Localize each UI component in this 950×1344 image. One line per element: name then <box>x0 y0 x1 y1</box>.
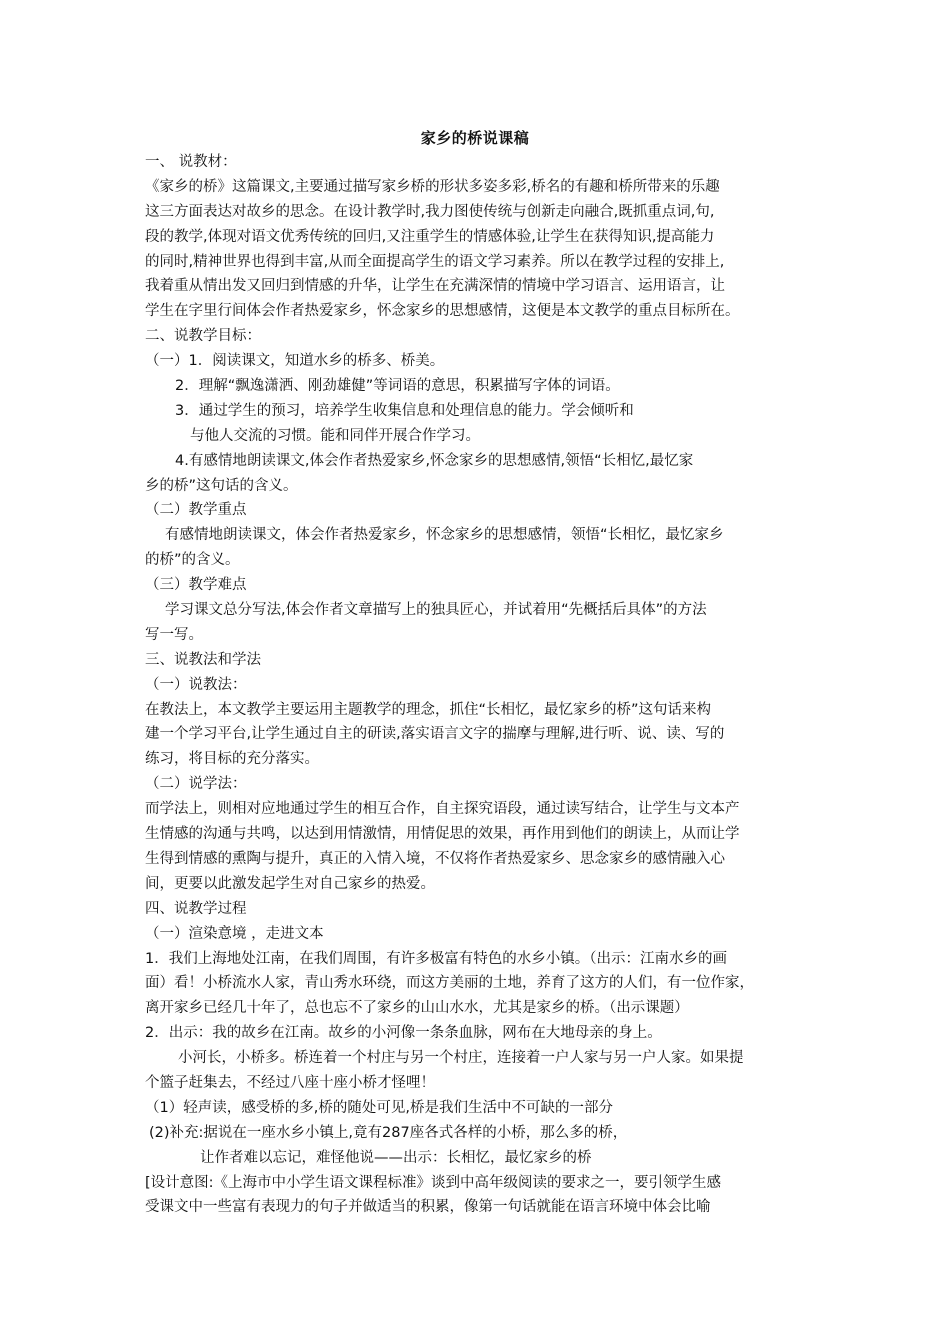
text-line: （三）教学难点 <box>145 577 247 594</box>
text-line: 生得到情感的熏陶与提升，真正的入情入境，不仅将作者热爱家乡、思念家乡的感情融入心 <box>145 850 725 867</box>
text-line: 离开家乡已经几十年了，总也忘不了家乡的山山水水，尤其是家乡的桥。（出示课题） <box>145 1000 689 1017</box>
text-line: 2．理解“飘逸潇洒、刚劲雄健”等词语的意思，积累描写字体的词语。 <box>175 378 620 395</box>
text-line: 与他人交流的习惯。能和同伴开展合作学习。 <box>190 427 480 444</box>
text-line: 建一个学习平台,让学生通过自主的研读,落实语言文字的揣摩与理解,进行听、说、读、写的 <box>145 726 725 743</box>
text-line: （1）轻声读，感受桥的多,桥的随处可见,桥是我们生活中不可缺的一部分 <box>145 1099 613 1116</box>
text-line: 面）看！小桥流水人家，青山秀水环绕，而这方美丽的土地，养育了这方的人们，有一位作家， <box>145 975 754 992</box>
text-line: 小河长，小桥多。桥连着一个村庄与另一个村庄，连接着一户人家与另一户人家。如果提 <box>178 1050 744 1067</box>
text-line: 受课文中一些富有表现力的句子并做适当的积累，像第一句话就能在语言环境中体会比喻 <box>145 1199 711 1216</box>
text-line: (2)补充:据说在一座水乡小镇上,竟有287座各式各样的小桥，那么多的桥， <box>149 1124 628 1141</box>
text-line: 4.有感情地朗读课文,体会作者热爱家乡,怀念家乡的思想感情,领悟“长相忆,最忆家 <box>175 452 694 469</box>
text-line: 写一写。 <box>145 626 203 643</box>
text-line: 乡的桥”这句话的含义。 <box>145 477 298 494</box>
text-line: 2．出示：我的故乡在江南。故乡的小河像一条条血脉，网布在大地母亲的身上。 <box>145 1025 662 1042</box>
text-line: 练习，将目标的充分落实。 <box>145 751 319 768</box>
text-line: 个篮子赶集去，不经过八座十座小桥才怪哩！ <box>145 1074 435 1091</box>
text-line: 这三方面表达对故乡的思念。在设计教学时,我力图使传统与创新走向融合,既抓重点词,句, <box>145 203 715 220</box>
text-line: [设计意图:《上海市中小学生语文课程标准》谈到中高年级阅读的要求之一，要引领学生感 <box>145 1174 722 1191</box>
text-line: 间，更要以此激发起学生对自己家乡的热爱。 <box>145 875 435 892</box>
text-line: 在教法上，本文教学主要运用主题教学的理念，抓住“长相忆，最忆家乡的桥”这句话来构 <box>145 701 712 718</box>
text-line: 《家乡的桥》这篇课文,主要通过描写家乡桥的形状多姿多彩,桥名的有趣和桥所带来的乐趣 <box>145 178 720 195</box>
text-line: 学生在字里行间体会作者热爱家乡，怀念家乡的思想感情，这便是本文教学的重点目标所在。 <box>145 303 740 320</box>
text-line: 而学法上，则相对应地通过学生的相互合作，自主探究语段，通过读写结合，让学生与文本产 <box>145 801 740 818</box>
text-line: （一）1．阅读课文，知道水乡的桥多、桥美。 <box>145 353 445 370</box>
text-line: 一、 说教材： <box>145 154 237 170</box>
text-line: 3．通过学生的预习，培养学生收集信息和处理信息的能力。学会倾听和 <box>175 402 634 419</box>
text-line: 四、说教学过程 <box>145 900 247 917</box>
text-line: 我着重从情出发又回归到情感的升华，让学生在充满深情的情境中学习语言、运用语言，让 <box>145 278 725 295</box>
text-line: 二、说教学目标： <box>145 328 261 345</box>
text-line: 的同时,精神世界也得到丰富,从而全面提高学生的语文学习素养。所以在教学过程的安排上, <box>145 253 725 270</box>
text-line: 让作者难以忘记，难怪他说——出示：长相忆，最忆家乡的桥 <box>200 1149 592 1166</box>
text-line: 段的教学,体现对语文优秀传统的回归,又注重学生的情感体验,让学生在获得知识,提高能力 <box>145 228 715 245</box>
text-line: （二）教学重点 <box>145 502 247 519</box>
text-line: 有感情地朗读课文，体会作者热爱家乡，怀念家乡的思想感情，领悟“长相忆，最忆家乡 <box>165 527 724 544</box>
text-line: 三、说教法和学法 <box>145 651 261 668</box>
text-line: （一）说教法： <box>145 676 247 693</box>
text-line: 学习课文总分写法,体会作者文章描写上的独具匠心，并试着用“先概括后具体”的方法 <box>165 602 707 619</box>
text-line: 生情感的沟通与共鸣，以达到用情激情，用情促思的效果，再作用到他们的朗读上，从而让学 <box>145 826 740 843</box>
text-line: （二）说学法： <box>145 776 247 793</box>
text-line: （一）渲染意境 ，走进文本 <box>145 925 324 942</box>
text-line: 的桥”的含义。 <box>145 552 240 569</box>
text-line: 1．我们上海地处江南，在我们周围，有许多极富有特色的水乡小镇。（出示：江南水乡的画 <box>145 950 727 967</box>
document-body <box>145 150 825 1220</box>
document-title: 家乡的桥说课稿 <box>420 129 530 147</box>
